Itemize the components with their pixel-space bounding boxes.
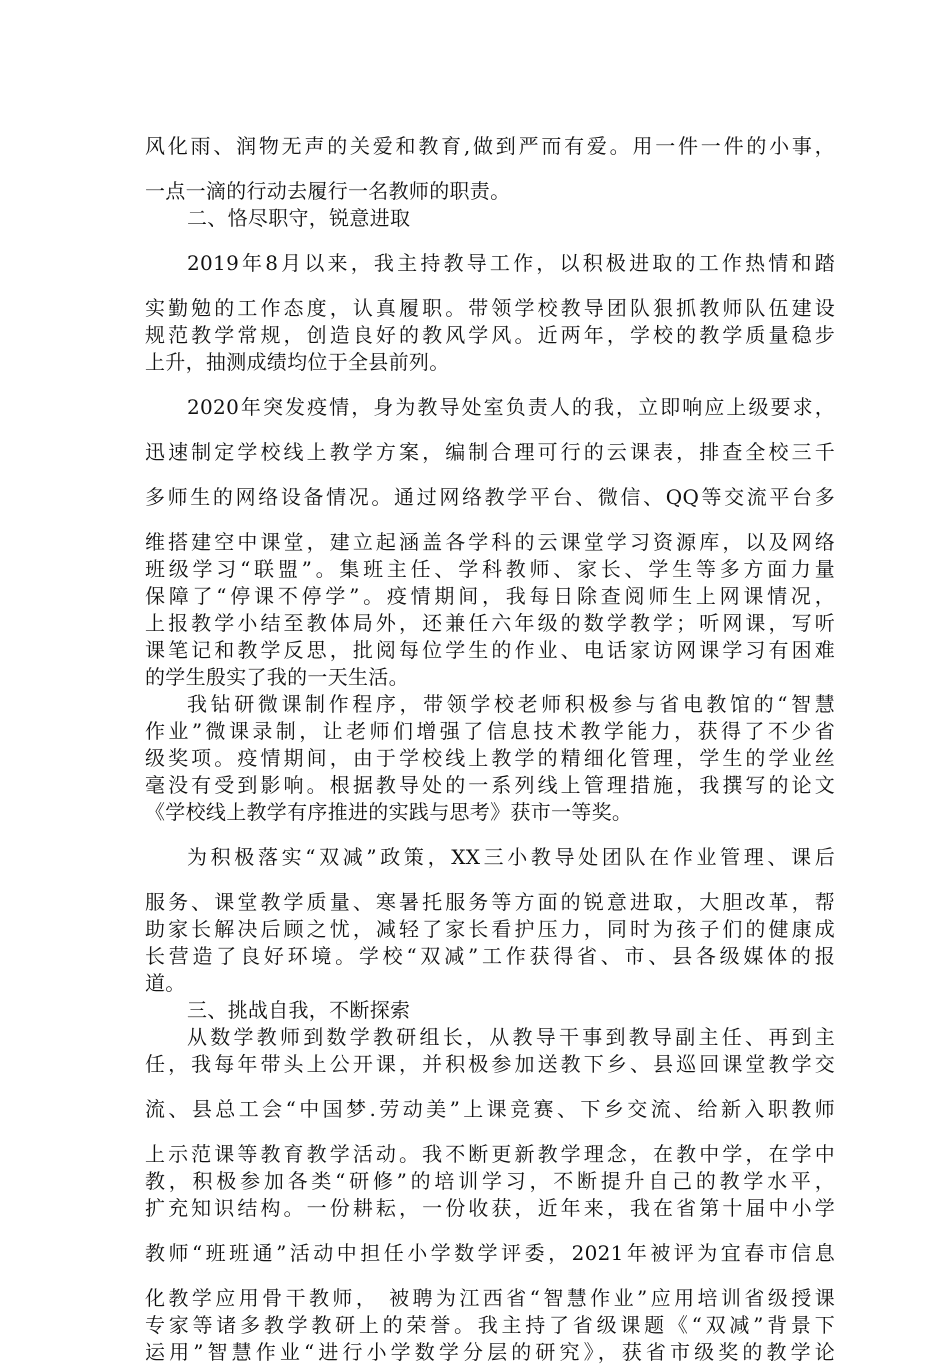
text-line: 规范教学常规，创造良好的教风学风。近两年，学校的教学质量稳步 (145, 323, 835, 347)
text-line: 风化雨、润物无声的关爱和教育,做到严而有爱。用一件一件的小事， (145, 134, 835, 158)
text-line: 级奖项。疫情期间，由于学校线上教学的精细化管理，学生的学业丝 (145, 746, 835, 770)
section-heading: 二、恪尽职守，锐意进取 (187, 206, 411, 230)
text-line: 班级学习“联盟”。集班主任、学科教师、家长、学生等多方面力量 (145, 557, 835, 581)
paragraph-start: 2020年突发疫情，身为教导处室负责人的我，立即响应上级要求， (187, 395, 835, 419)
text-line: 《学校线上教学有序推进的实践与思考》获市一等奖。 (145, 800, 633, 824)
text-line: 专家等诸多教学教研上的荣誉。我主持了省级课题《“双减”背景下 (145, 1313, 835, 1337)
text-line: 道。 (145, 971, 186, 995)
text-line: 教师“班班通”活动中担任小学数学评委，2021年被评为宜春市信息 (145, 1241, 835, 1265)
section-heading: 三、挑战自我，不断探索 (187, 998, 411, 1022)
text-line: 流、县总工会“中国梦.劳动美”上课竞赛、下乡交流、给新入职教师 (145, 1097, 835, 1121)
text-line: 作业”微课录制，让老师们增强了信息技术教学能力，获得了不少省 (145, 719, 835, 743)
paragraph-start: 我钻研微课制作程序，带领学校老师积极参与省电教馆的“智慧 (187, 692, 835, 716)
text-line: 实勤勉的工作态度，认真履职。带领学校教导团队狠抓教师队伍建设 (145, 296, 835, 320)
text-line: 长营造了良好环境。学校“双减”工作获得省、市、县各级媒体的报 (145, 944, 835, 968)
text-line: 迅速制定学校线上教学方案，编制合理可行的云课表，排查全校三千 (145, 440, 835, 464)
text-line: 助家长解决后顾之忧，减轻了家长看护压力，同时为孩子们的健康成 (145, 917, 835, 941)
text-line: 任，我每年带头上公开课，并积极参加送教下乡、县巡回课堂教学交 (145, 1052, 835, 1076)
document-body (145, 133, 835, 1366)
text-line: 课笔记和教学反思，批阅每位学生的作业、电话家访网课学习有困难 (145, 638, 835, 662)
text-line: 多师生的网络设备情况。通过网络教学平台、微信、QQ等交流平台多 (145, 485, 835, 509)
text-line: 服务、课堂教学质量、寒暑托服务等方面的锐意进取，大胆改革，帮 (145, 890, 835, 914)
text-line: 扩充知识结构。一份耕耘，一份收获，近年来，我在省第十届中小学 (145, 1196, 835, 1220)
text-line: 保障了“停课不停学”。疫情期间，我每日除查阅师生上网课情况， (145, 584, 835, 608)
text-line: 上升，抽测成绩均位于全县前列。 (145, 350, 450, 374)
text-line: 运用”智慧作业“进行小学数学分层的研究》，获省市级奖的教学论 (145, 1340, 835, 1364)
text-line: 一点一滴的行动去履行一名教师的职责。 (145, 179, 511, 203)
paragraph-start: 为积极落实“双减”政策，XX三小教导处团队在作业管理、课后 (187, 845, 835, 869)
paragraph-start: 2019年8月以来，我主持教导工作，以积极进取的工作热情和踏 (187, 251, 835, 275)
text-line: 教，积极参加各类“研修”的培训学习，不断提升自己的教学水平， (145, 1169, 835, 1193)
paragraph-start: 从数学教师到数学教研组长，从教导干事到教导副主任、再到主 (187, 1025, 835, 1049)
text-line: 维搭建空中课堂，建立起涵盖各学科的云课堂学习资源库，以及网络 (145, 530, 835, 554)
text-line: 上报教学小结至教体局外，还兼任六年级的数学教学；听网课，写听 (145, 611, 835, 635)
text-line: 上示范课等教育教学活动。我不断更新教学理念，在教中学，在学中 (145, 1142, 835, 1166)
text-line: 毫没有受到影响。根据教导处的一系列线上管理措施，我撰写的论文 (145, 773, 835, 797)
text-line: 的学生殷实了我的一天生活。 (145, 665, 409, 689)
text-line: 化教学应用骨干教师， 被聘为江西省“智慧作业”应用培训省级授课 (145, 1286, 835, 1310)
